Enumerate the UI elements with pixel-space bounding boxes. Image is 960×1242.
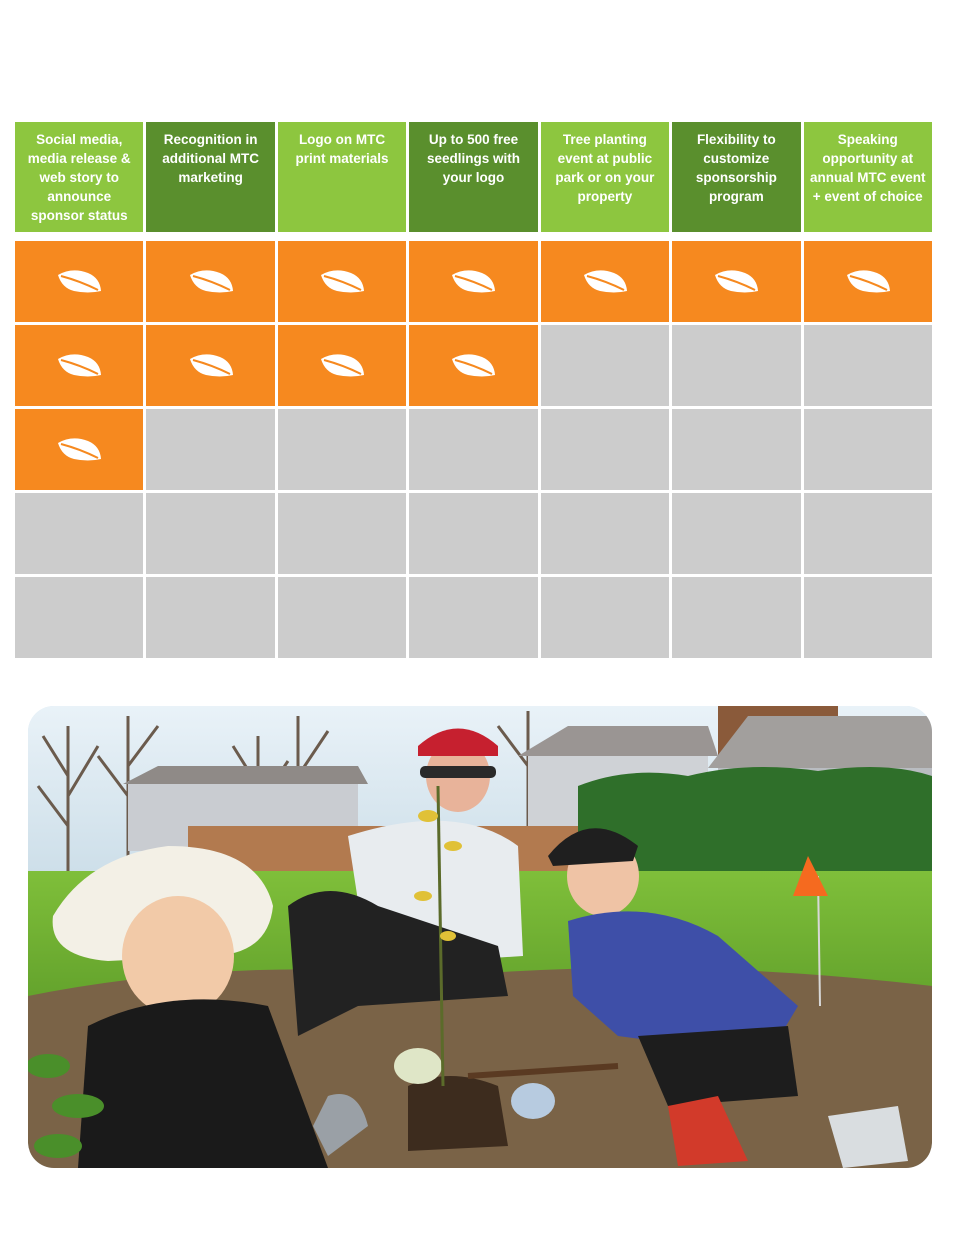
leaf-icon (188, 269, 234, 295)
benefit-empty-cell (278, 493, 406, 574)
tree-planting-photo (28, 706, 932, 1168)
benefit-included-cell (146, 325, 274, 406)
benefit-included-cell (15, 241, 143, 322)
tier-row (15, 577, 932, 658)
leaf-icon (56, 269, 102, 295)
benefit-included-cell (672, 241, 800, 322)
benefit-empty-cell (146, 409, 274, 490)
benefit-empty-cell (672, 325, 800, 406)
column-header-seedlings: Up to 500 free seedlings with your logo (409, 122, 537, 232)
benefit-empty-cell (672, 409, 800, 490)
benefit-empty-cell (804, 493, 932, 574)
benefit-included-cell (409, 241, 537, 322)
tier-row (15, 325, 932, 406)
benefit-empty-cell (672, 493, 800, 574)
leaf-icon (582, 269, 628, 295)
benefit-empty-cell (278, 577, 406, 658)
benefit-empty-cell (804, 577, 932, 658)
column-header-flexibility: Flexibility to customize sponsorship program (672, 122, 800, 232)
leaf-icon (450, 269, 496, 295)
benefit-empty-cell (541, 493, 669, 574)
tier-rows (15, 241, 932, 658)
benefit-empty-cell (804, 325, 932, 406)
benefit-empty-cell (409, 409, 537, 490)
column-header-tree-planting: Tree planting event at public park or on your property (541, 122, 669, 232)
leaf-icon (319, 269, 365, 295)
benefit-empty-cell (146, 577, 274, 658)
benefit-empty-cell (409, 493, 537, 574)
benefit-empty-cell (541, 325, 669, 406)
benefit-empty-cell (15, 577, 143, 658)
tier-row (15, 493, 932, 574)
benefit-included-cell (541, 241, 669, 322)
benefit-included-cell (146, 241, 274, 322)
sponsorship-benefits-table (15, 122, 932, 658)
leaf-icon (713, 269, 759, 295)
column-header-social-media: Social media, media release & web story to announce sponsor status (15, 122, 143, 232)
tier-row (15, 241, 932, 322)
tier-row (15, 409, 932, 490)
benefit-included-cell (278, 325, 406, 406)
benefit-empty-cell (409, 577, 537, 658)
leaf-icon (319, 353, 365, 379)
benefit-empty-cell (15, 493, 143, 574)
benefit-included-cell (278, 241, 406, 322)
benefit-included-cell (804, 241, 932, 322)
benefit-empty-cell (541, 409, 669, 490)
leaf-icon (450, 353, 496, 379)
benefit-empty-cell (146, 493, 274, 574)
leaf-icon (845, 269, 891, 295)
leaf-icon (56, 353, 102, 379)
leaf-icon (56, 437, 102, 463)
benefit-empty-cell (278, 409, 406, 490)
benefit-included-cell (15, 325, 143, 406)
benefit-empty-cell (541, 577, 669, 658)
column-header-logo-print: Logo on MTC print materials (278, 122, 406, 232)
column-header-speaking: Speaking opportunity at annual MTC event + event of choice (804, 122, 932, 232)
leaf-icon (188, 353, 234, 379)
column-header-recognition: Recognition in additional MTC marketing (146, 122, 274, 232)
benefit-included-cell (15, 409, 143, 490)
benefit-included-cell (409, 325, 537, 406)
benefit-empty-cell (672, 577, 800, 658)
benefits-header-row (15, 122, 932, 232)
benefit-empty-cell (804, 409, 932, 490)
